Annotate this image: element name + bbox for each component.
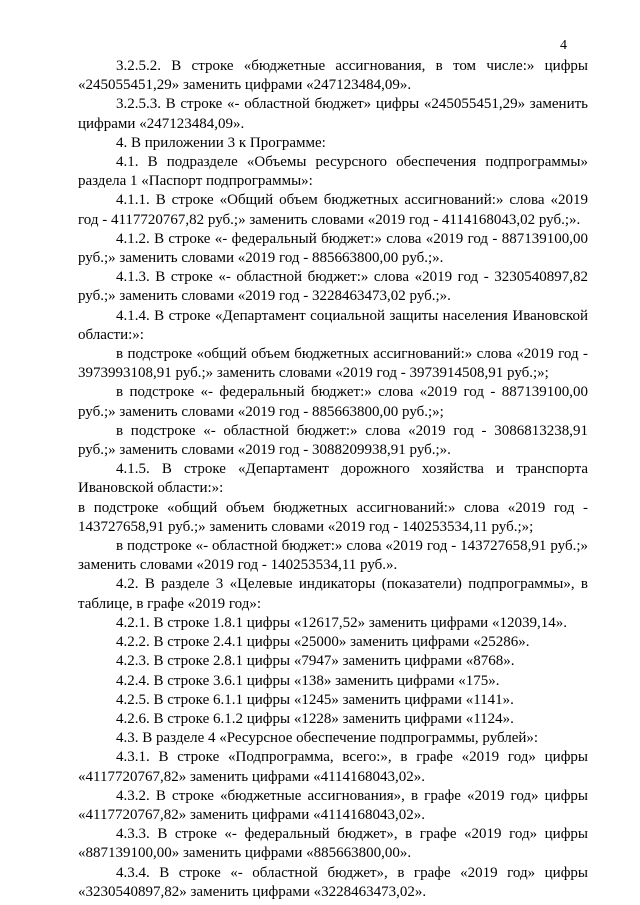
page-number: 4 bbox=[560, 38, 567, 53]
paragraph: 4.2.6. В строке 6.1.2 цифры «1228» заменить цифрами «1124». bbox=[116, 710, 514, 727]
paragraph: в подстроке «- федеральный бюджет:» слова «2019 год - 887139100,00 руб.;» заменить словами «2019 год - 885663800,00 руб.;»; bbox=[78, 384, 588, 420]
paragraph: в подстроке «- областной бюджет:» слова «2019 год - 143727658,91 руб.;» заменить словами «2019 год - 140253534,11 руб.». bbox=[78, 538, 588, 574]
paragraph: 4.1.5. В строке «Департамент дорожного хозяйства и транспорта Ивановской области:»: bbox=[78, 461, 588, 497]
paragraph: 4.1.4. В строке «Департамент социальной защиты населения Ивановской области:»: bbox=[78, 307, 588, 343]
document-body bbox=[78, 57, 588, 902]
paragraph: в подстроке «общий объем бюджетных ассигнований:» слова «2019 год - 143727658,91 руб.;» заменить словами «2019 год - 140253534,11 руб.;»; bbox=[78, 499, 588, 535]
paragraph: в подстроке «общий объем бюджетных ассигнований:» слова «2019 год - 3973993108,91 руб.;» заменить словами «2019 год - 3973914508,91 руб.;»; bbox=[78, 346, 588, 382]
paragraph: 4.3.4. В строке «- областной бюджет», в графе «2019 год» цифры «3230540897,82» заменить цифрами «3228463473,02». bbox=[78, 864, 588, 900]
paragraph: 4.2.5. В строке 6.1.1 цифры «1245» заменить цифрами «1141». bbox=[116, 691, 514, 708]
paragraph: 4. В приложении 3 к Программе: bbox=[116, 134, 326, 151]
paragraph: 4.3.1. В строке «Подпрограмма, всего:», в графе «2019 год» цифры «4117720767,82» заменить цифрами «4114168043,02». bbox=[78, 749, 588, 785]
paragraph: 4.1.3. В строке «- областной бюджет:» слова «2019 год - 3230540897,82 руб.;» заменить словами «2019 год - 3228463473,02 руб.;». bbox=[78, 269, 588, 305]
paragraph: 4.2.4. В строке 3.6.1 цифры «138» заменить цифрами «175». bbox=[116, 672, 500, 689]
paragraph: 4.1. В подразделе «Объемы ресурсного обеспечения подпрограммы» раздела 1 «Паспорт подпрограммы»: bbox=[78, 154, 588, 190]
paragraph: 4.1.2. В строке «- федеральный бюджет:» слова «2019 год - 887139100,00 руб.;» заменить словами «2019 год - 885663800,00 руб.;». bbox=[78, 230, 588, 267]
paragraph: 4.2. В разделе 3 «Целевые индикаторы (показатели) подпрограммы», в таблице, в графе «2019 год»: bbox=[78, 576, 588, 612]
paragraph: 4.1.1. В строке «Общий объем бюджетных ассигнований:» слова «2019 год - 4117720767,82 руб.;» заменить словами «2019 год - 4114168043,02 руб.;». bbox=[78, 192, 588, 228]
paragraph: 4.3.2. В строке «бюджетные ассигнования», в графе «2019 год» цифры «4117720767,82» заменить цифрами «4114168043,02». bbox=[78, 787, 588, 823]
paragraph: 3.2.5.2. В строке «бюджетные ассигнования, в том числе:» цифры «245055451,29» заменить цифрами «247123484,09». bbox=[78, 58, 588, 94]
paragraph: 3.2.5.3. В строке «- областной бюджет» цифры «245055451,29» заменить цифрами «247123484,09». bbox=[78, 96, 588, 132]
paragraph: 4.3.3. В строке «- федеральный бюджет», в графе «2019 год» цифры «887139100,00» заменить цифрами «885663800,00». bbox=[78, 826, 588, 862]
paragraph: 4.2.2. В строке 2.4.1 цифры «25000» заменить цифрами «25286». bbox=[116, 634, 530, 651]
paragraph: 4.3. В разделе 4 «Ресурсное обеспечение подпрограммы, рублей»: bbox=[116, 730, 539, 747]
paragraph: 4.2.3. В строке 2.8.1 цифры «7947» заменить цифрами «8768». bbox=[116, 653, 515, 670]
paragraph: в подстроке «- областной бюджет:» слова «2019 год - 3086813238,91 руб.;» заменить словами «2019 год - 3088209938,91 руб.;». bbox=[78, 422, 588, 459]
paragraph: 4.2.1. В строке 1.8.1 цифры «12617,52» заменить цифрами «12039,14». bbox=[116, 614, 567, 631]
